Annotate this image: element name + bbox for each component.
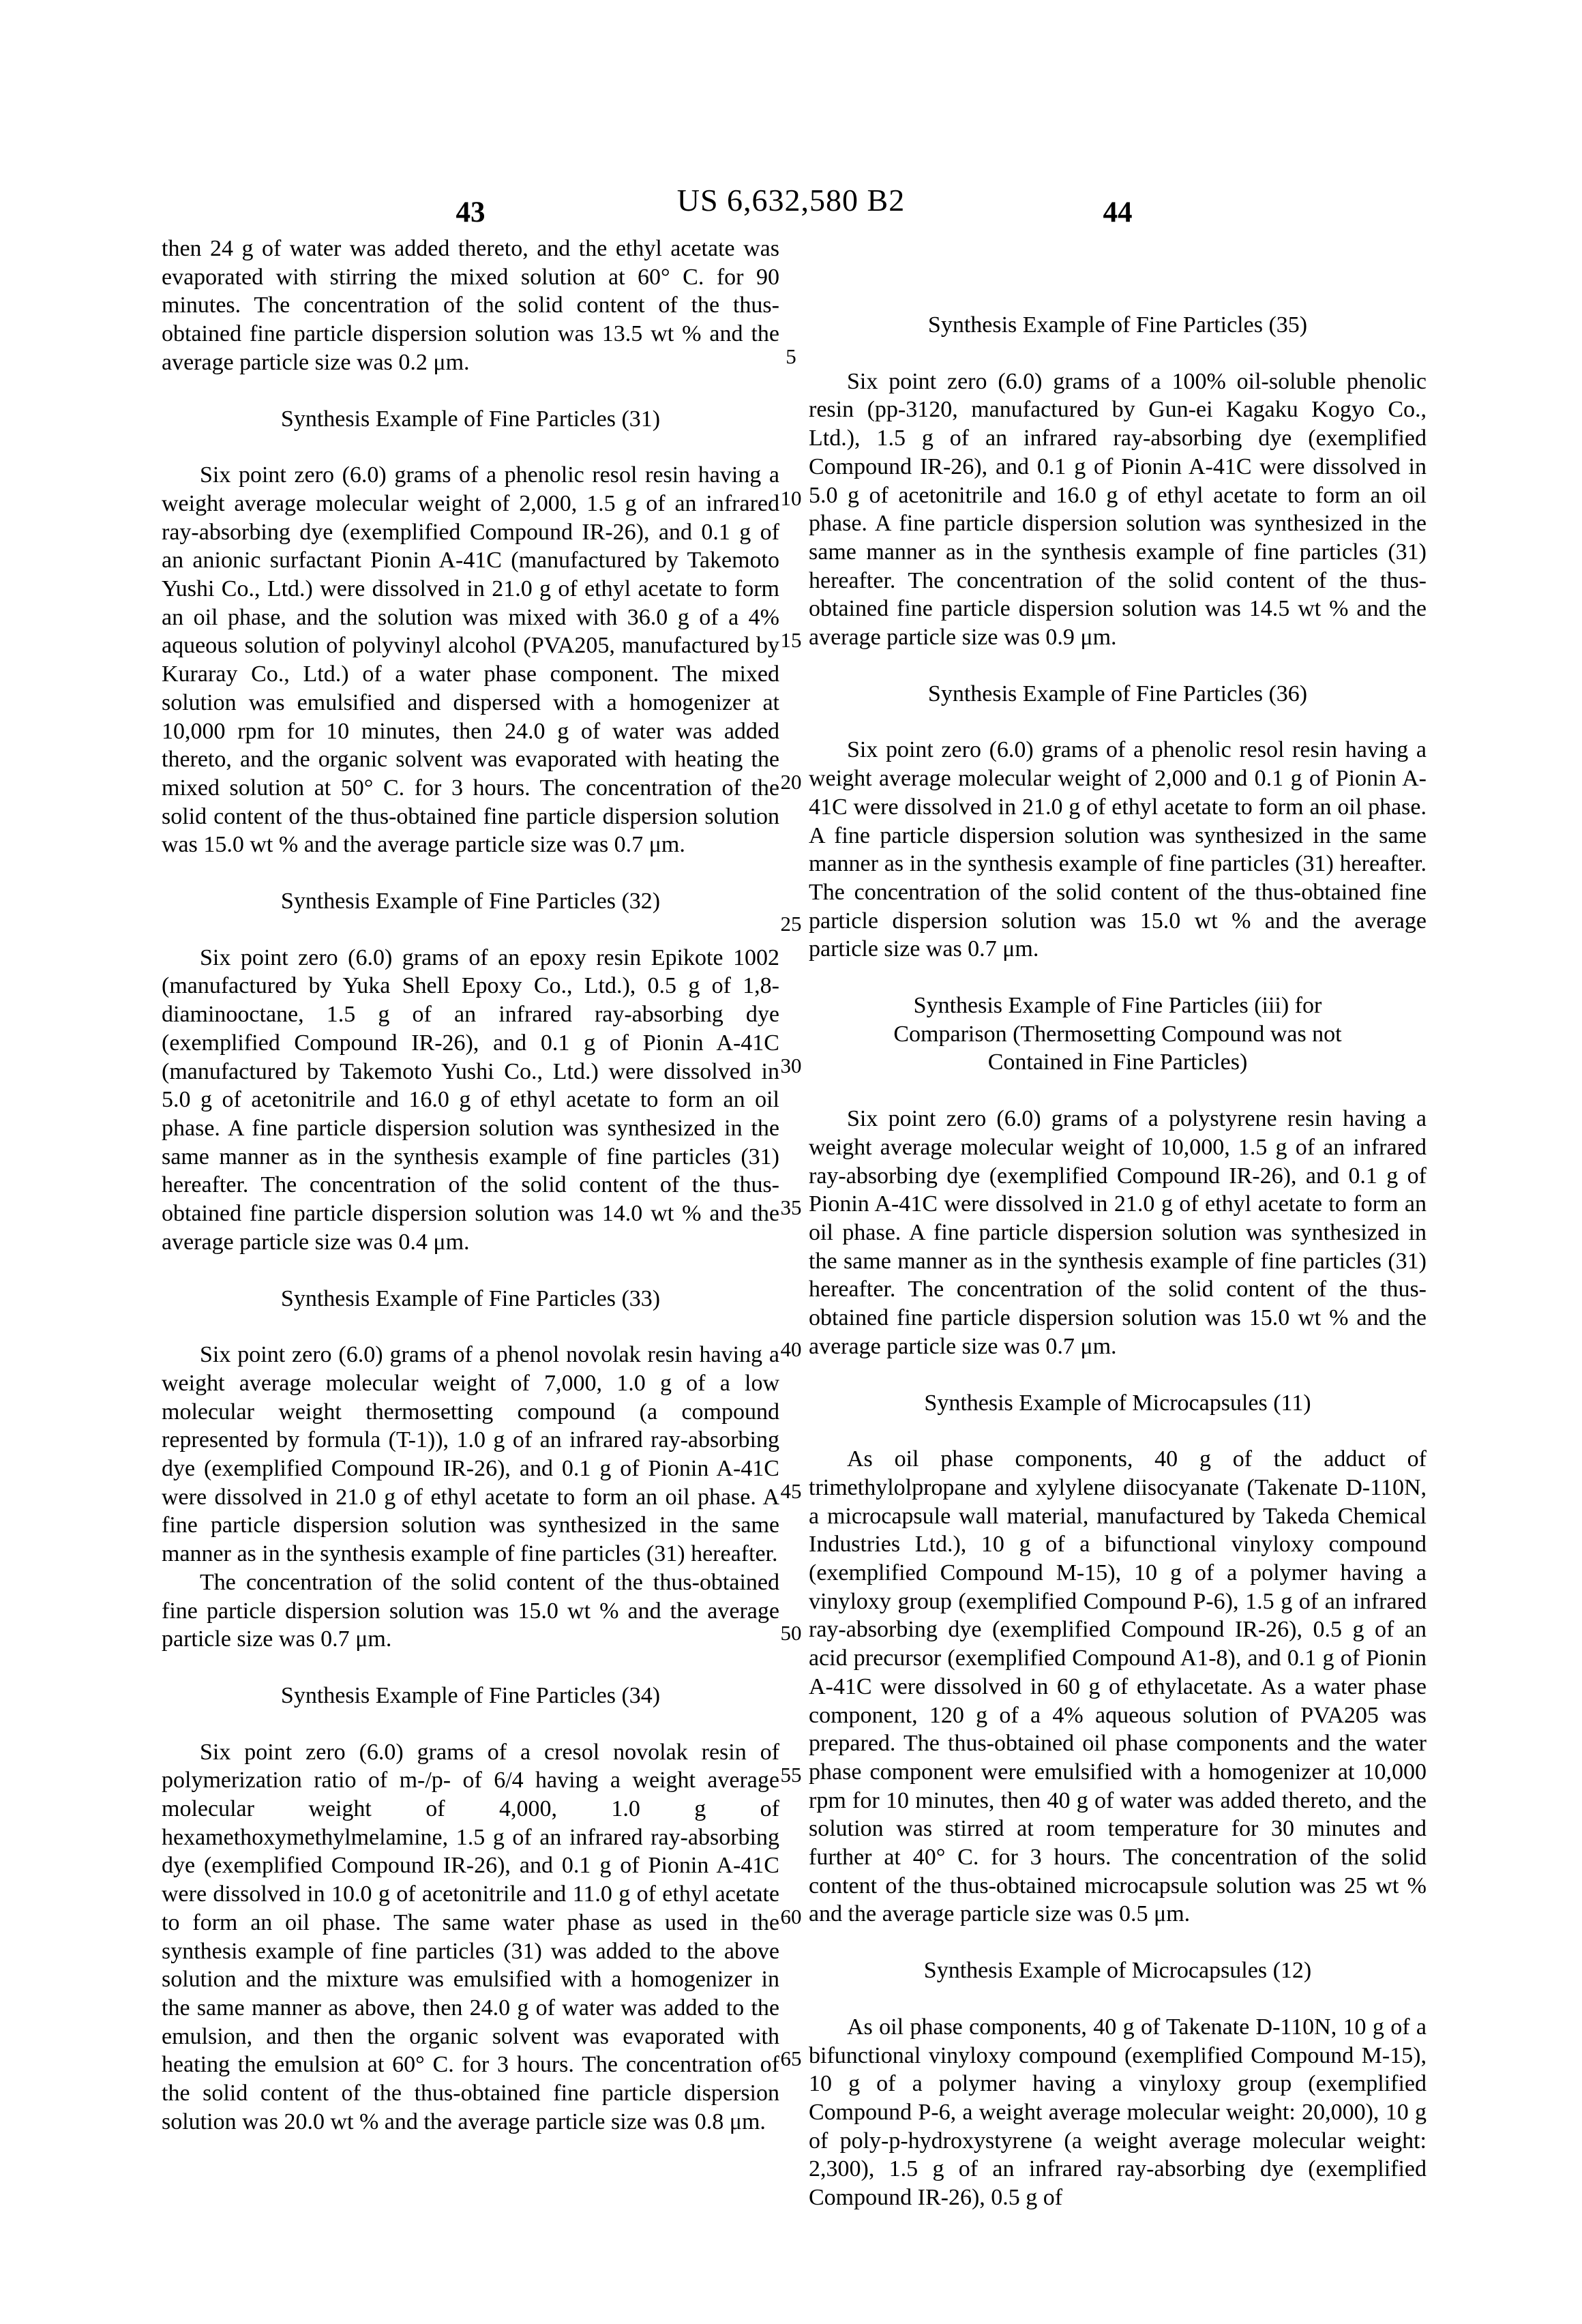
line-number: 25 bbox=[780, 912, 802, 936]
paragraph: Six point zero (6.0) grams of a cresol novolak resin of polymerization ratio of m-/p- of 6/4 having a weight average molecular weight of 4,000, 1.0 g of hexamethoxymethylmelamine, 1.5 g of an infrared ray-absorbing dye (exemplified Compound IR-26), and 0.1 g of Pionin A-41C were dissolved in 10.0 g of acetonitrile and 11.0 g of ethyl acetate to form an oil phase. The same water phase as used in the synthesis example of fine particles (31) was added to the above solution and the mixture was emulsified with a homogenizer in the same manner as above, then 24.0 g of water was added to the emulsion, and then the organic solvent was evaporated with heating the emulsion at 60° C. for 3 hours. The concentration of the solid content of the thus-obtained fine particle dispersion solution was 20.0 wt % and the average particle size was 0.8 μm. bbox=[162, 1739, 779, 2134]
section-heading: Synthesis Example of Fine Particles (35) bbox=[927, 312, 1308, 338]
line-number: 50 bbox=[780, 1621, 802, 1645]
paragraph: Six point zero (6.0) grams of a 100% oil-soluble phenolic resin (pp-3120, manufactured by Gun-ei Kagaku Kogyo Co., Ltd.), 1.5 g of an infrared ray-absorbing dye (exemplified Compound IR-26), and 0.1 g of Pionin A-41C were dissolved in 5.0 g of acetonitrile and 16.0 g of ethyl acetate to form an oil phase. A fine particle dispersion solution was synthesized in the same manner as in the synthesis example of fine particles (31) hereafter. The concentration of the solid content of the thus-obtained fine particle dispersion solution was 14.5 wt % and the average particle size was 0.9 μm. bbox=[809, 368, 1427, 651]
section-heading: Synthesis Example of Fine Particles (iii) for Comparison (Thermosetting Compound was not Contained in Fine Particles) bbox=[893, 993, 1342, 1075]
line-number: 60 bbox=[780, 1905, 802, 1928]
section-heading: Synthesis Example of Fine Particles (33) bbox=[280, 1285, 661, 1311]
left-column-page-number: 43 bbox=[456, 196, 486, 228]
line-number: 30 bbox=[780, 1054, 802, 1077]
line-number: 20 bbox=[780, 770, 802, 794]
section-heading: Synthesis Example of Microcapsules (11) bbox=[924, 1390, 1311, 1416]
line-number: 55 bbox=[780, 1763, 802, 1787]
line-number: 45 bbox=[780, 1479, 802, 1503]
paragraph: Six point zero (6.0) grams of a phenol novolak resin having a weight average molecular weight of 7,000, 1.0 g of a low molecular weight thermosetting compound (a compound represented by formula (T-1)), 1.0 g of an infrared ray-absorbing dye (exemplified Compound IR-26), and 0.1 g of Pionin A-41C were dissolved in 21.0 g of ethyl acetate to form an oil phase. A fine particle dispersion solution was synthesized in the same manner as in the synthesis example of fine particles (31) hereafter. bbox=[162, 1342, 779, 1567]
section-heading: Synthesis Example of Fine Particles (31) bbox=[280, 406, 661, 432]
left-column bbox=[162, 196, 779, 2136]
line-number: 10 bbox=[780, 486, 802, 510]
paragraph: As oil phase components, 40 g of the adduct of trimethylolpropane and xylylene diisocyanate (Takenate D-110N, a microcapsule wall material, manufactured by Takeda Chemical Industries Ltd.), 10 g of a bifunctional vinyloxy compound (exemplified Compound M-15), 10 g of a polymer having a vinyloxy group (exemplified Compound P-6), 1.5 g of an infrared ray-absorbing dye (exemplified Compound IR-26), 0.5 g of an acid precursor (exemplified Compound A1-8), and 0.1 g of Pionin A-41C were dissolved in 60 g of ethylacetate. As a water phase component, 120 g of a 4% aqueous solution of PVA205 was prepared. The thus-obtained oil phase components and the water phase component were emulsified with a homogenizer at 10,000 rpm for 10 minutes, then 40 g of water was added thereto, and the solution was stirred at room temperature for 30 minutes and further at 40° C. for 3 hours. The concentration of the solid content of the thus-obtained microcapsule solution was 25 wt % and the average particle size was 0.5 μm. bbox=[809, 1446, 1427, 1927]
paragraph: Six point zero (6.0) grams of an epoxy resin Epikote 1002 (manufactured by Yuka Shell Epoxy Co., Ltd.), 0.5 g of 1,8-diaminooctane, 1.5 g of an infrared ray-absorbing dye (exemplified Compound IR-26), and 0.1 g of Pionin A-41C (manufactured by Takemoto Yushi Co., Ltd.) were dissolved in 5.0 g of acetonitrile and 16.0 g of ethyl acetate to form an oil phase. A fine particle dispersion solution was synthesized in the same manner as in the synthesis example of fine particles (31) hereafter. The concentration of the solid content of the thus-obtained fine particle dispersion solution was 14.0 wt % and the average particle size was 0.4 μm. bbox=[162, 944, 779, 1255]
right-column-page-number: 44 bbox=[1103, 196, 1133, 228]
line-number: 65 bbox=[780, 2046, 802, 2070]
paragraph: Six point zero (6.0) grams of a phenolic resol resin having a weight average molecular weight of 2,000 and 0.1 g of Pionin A-41C were dissolved in 21.0 g of ethyl acetate to form an oil phase. A fine particle dispersion solution was synthesized in the same manner as in the synthesis example of fine particles (31) hereafter. The concentration of the solid content of the thus-obtained fine particle dispersion solution was 15.0 wt % and the average particle size was 0.7 μm. bbox=[809, 737, 1427, 962]
section-heading: Synthesis Example of Fine Particles (34) bbox=[280, 1682, 661, 1708]
line-number: 40 bbox=[780, 1337, 802, 1361]
paragraph: The concentration of the solid content of the thus-obtained fine particle dispersion solution was 15.0 wt % and the average particle size was 0.7 μm. bbox=[162, 1569, 779, 1652]
section-heading: Synthesis Example of Fine Particles (36) bbox=[927, 681, 1308, 706]
patent-number: US 6,632,580 B2 bbox=[676, 183, 906, 218]
section-heading: Synthesis Example of Microcapsules (12) bbox=[923, 1958, 1312, 1984]
line-number: 5 bbox=[786, 344, 796, 368]
section-heading: Synthesis Example of Fine Particles (32) bbox=[280, 889, 661, 914]
right-column bbox=[809, 196, 1427, 2212]
line-number: 35 bbox=[780, 1195, 802, 1219]
paragraph: Six point zero (6.0) grams of a phenolic resol resin having a weight average molecular weight of 2,000, 1.5 g of an infrared ray-absorbing dye (exemplified Compound IR-26), and 0.1 g of an anionic surfactant Pionin A-41C (manufactured by Takemoto Yushi Co., Ltd.) were dissolved in 21.0 g of ethyl acetate to form an oil phase, and the solution was mixed with 36.0 g of a 4% aqueous solution of polyvinyl alcohol (PVA205, manufactured by Kuraray Co., Ltd.) of a water phase component. The mixed solution was emulsified and dispersed with a homogenizer at 10,000 rpm for 10 minutes, then 24.0 g of water was added thereto, and the organic solvent was evaporated with heating the mixed solution at 50° C. for 3 hours. The concentration of the solid content of the thus-obtained fine particle dispersion solution was 15.0 wt % and the average particle size was 0.7 μm. bbox=[162, 462, 779, 858]
line-number: 15 bbox=[780, 628, 802, 652]
left-column-blocks bbox=[162, 235, 779, 2136]
paragraph: Six point zero (6.0) grams of a polystyrene resin having a weight average molecular weight of 10,000, 1.5 g of an infrared ray-absorbing dye (exemplified Compound IR-26), and 0.1 g of Pionin A-41C were dissolved in 21.0 g of ethyl acetate to form an oil phase. A fine particle dispersion solution was synthesized in the same manner as in the synthesis example of fine particles (31) hereafter. The concentration of the solid content of the thus-obtained fine particle dispersion solution was 15.0 wt % and the average particle size was 0.7 μm. bbox=[809, 1106, 1427, 1359]
paragraph: As oil phase components, 40 g of Takenate D-110N, 10 g of a bifunctional vinyloxy compound (exemplified Compound M-15), 10 g of a polymer having a vinyloxy group (exemplified Compound P-6, a weight average molecular weight: 20,000), 10 g of poly-p-hydroxystyrene (a weight average molecular weight: 2,300), 1.5 g of an infrared ray-absorbing dye (exemplified Compound IR-26), 0.5 g of bbox=[809, 2014, 1427, 2211]
paragraph: then 24 g of water was added thereto, and the ethyl acetate was evaporated with stirring the mixed solution at 60° C. for 90 minutes. The concentration of the solid content of the thus-obtained fine particle dispersion solution was 13.5 wt % and the average particle size was 0.2 μm. bbox=[162, 236, 779, 375]
right-column-blocks bbox=[809, 311, 1427, 2212]
